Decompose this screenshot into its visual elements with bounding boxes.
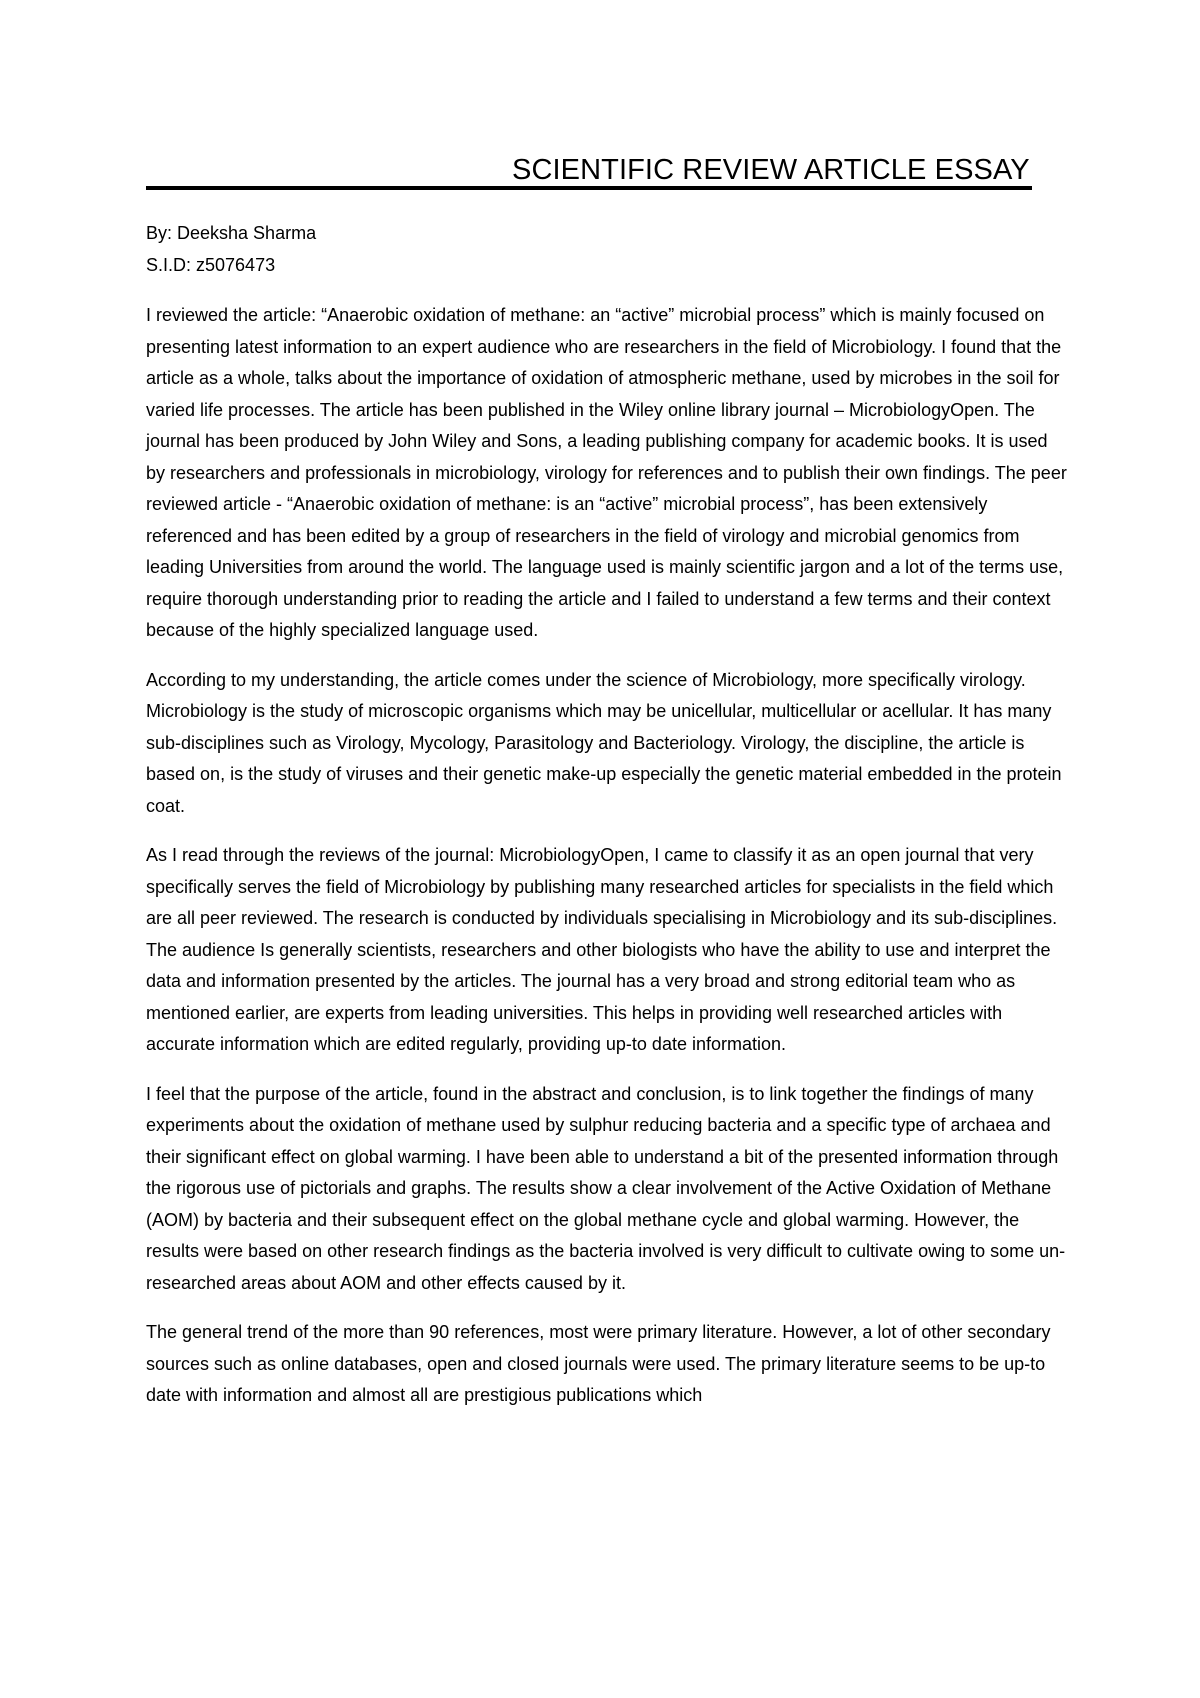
- student-id-line: S.I.D: z5076473: [146, 254, 276, 275]
- paragraph-1: I reviewed the article: “Anaerobic oxidation of methane: an “active” microbial process” which is mainly focused on presenting latest information to an expert audience who are researchers in the field of Microbiology. I found that the article as a whole, talks about the importance of oxidation of atmospheric methane, used by microbes in the soil for varied life processes. The article has been published in the Wiley online library journal – MicrobiologyOpen. The journal has been produced by John Wiley and Sons, a leading publishing company for academic books. It is used by researchers and professionals in microbiology, virology for references and to publish their own findings. The peer reviewed article - “Anaerobic oxidation of methane: is an “active” microbial process”, has been extensively referenced and has been edited by a group of researchers in the field of virology and microbial genomics from leading Universities from around the world. The language used is mainly scientific jargon and a lot of the terms use, require thorough understanding prior to reading the article and I failed to understand a few terms and their context because of the highly specialized language used.: [146, 305, 1067, 640]
- title-heading: [146, 152, 1032, 190]
- title-underline: [146, 186, 1032, 190]
- page-title: SCIENTIFIC REVIEW ARTICLE ESSAY: [512, 154, 1030, 186]
- essay-body: [146, 218, 1068, 1412]
- paragraph-2: According to my understanding, the article comes under the science of Microbiology, more specifically virology. Microbiology is the study of microscopic organisms which may be unicellular, multicellular or acellular. It has many sub-disciplines such as Virology, Mycology, Parasitology and Bacteriology. Virology, the discipline, the article is based on, is the study of viruses and their genetic make-up especially the genetic material embedded in the protein coat.: [146, 669, 1062, 816]
- author-line: By: Deeksha Sharma: [146, 223, 317, 243]
- paragraph-5: The general trend of the more than 90 references, most were primary literature. However, a lot of other secondary sources such as online databases, open and closed journals were used. The primary literature seems to be up-to date with information and almost all are prestigious publications which: [146, 1322, 1051, 1405]
- paragraph-4: I feel that the purpose of the article, found in the abstract and conclusion, is to link together the findings of many experiments about the oxidation of methane used by sulphur reducing bacteria and a specific type of archaea and their significant effect on global warming. I have been able to understand a bit of the presented information through the rigorous use of pictorials and graphs. The results show a clear involvement of the Active Oxidation of Methane (AOM) by bacteria and their subsequent effect on the global methane cycle and global warming. However, the results were based on other research findings as the bacteria involved is very difficult to cultivate owing to some un-researched areas about AOM and other effects caused by it.: [146, 1083, 1066, 1293]
- paragraph-3: As I read through the reviews of the journal: MicrobiologyOpen, I came to classify it as an open journal that very specifically serves the field of Microbiology by publishing many researched articles for specialists in the field which are all peer reviewed. The research is conducted by individuals specialising in Microbiology and its sub-disciplines. The audience Is generally scientists, researchers and other biologists who have the ability to use and interpret the data and information presented by the articles. The journal has a very broad and strong editorial team who as mentioned earlier, are experts from leading universities. This helps in providing well researched articles with accurate information which are edited regularly, providing up-to date information.: [146, 845, 1058, 1054]
